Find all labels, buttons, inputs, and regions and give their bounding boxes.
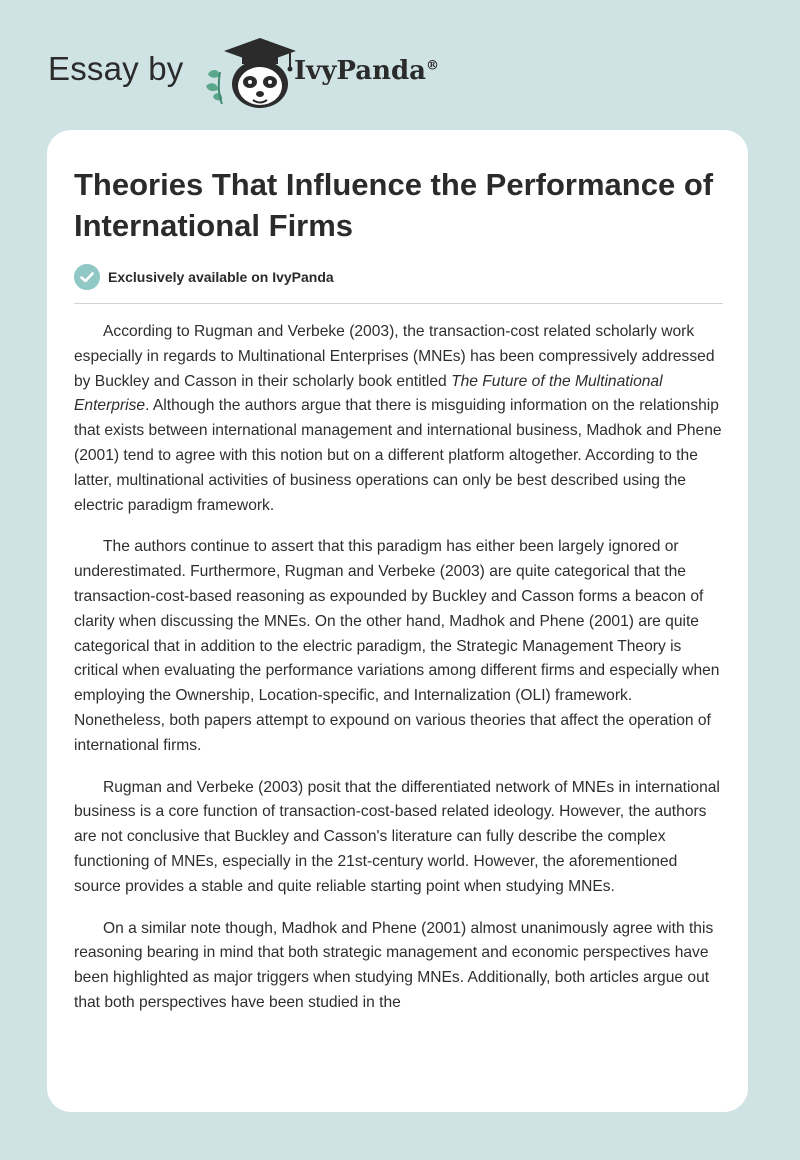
brand-name: IvyPanda®: [294, 56, 440, 86]
book-title: The Future of the Multinational Enterprise: [74, 372, 663, 415]
paragraph-3: Rugman and Verbeke (2003) posit that the differentiated network of MNEs in international business is a core function of transaction-cost-based related ideology. However, the authors are not conclusive that Buckley and Casson's literature can fully describe the complex functioning of MNEs, especially in the 21st-century world. However, the aforementioned source provides a stable and quite reliable starting point when studying MNEs.: [74, 778, 720, 895]
paragraph-4: On a similar note though, Madhok and Phene (2001) almost unanimously agree with this reasoning bearing in mind that both strategic management and economic perspectives have been highlighted as major triggers when studying MNEs. Additionally, both articles argue out that both perspectives have been studied in the: [74, 919, 714, 1011]
check-circle-icon: [74, 264, 100, 290]
essay-card: [47, 130, 748, 1112]
essay-body: [74, 320, 726, 1033]
page-title: Theories That Influence the Performance of International Firms: [74, 167, 714, 243]
paragraph-1: [74, 320, 726, 518]
panda-graduation-cap-icon: [202, 34, 298, 110]
divider: [74, 303, 723, 304]
paragraph-1-text-b: . Although the authors argue that there is misguiding information on the relationship that exists between international management and international business, Madhok and Phene (2001) tend to agree with this notion but on a different platform altogether. According to the latter, multinational activities of business operations can only be best described using the electric paradigm framework.: [74, 397, 722, 514]
exclusive-badge: [74, 264, 474, 290]
exclusive-label: Exclusively available on IvyPanda: [108, 269, 334, 285]
site-header: [48, 34, 508, 114]
registered-mark: ®: [426, 58, 440, 74]
essay-by-label: Essay by: [48, 50, 184, 87]
ivy-leaf-icon: [206, 70, 222, 104]
paragraph-2: The authors continue to assert that this paradigm has either been largely ignored or underestimated. Furthermore, Rugman and Verbeke (2003) are quite categorical that the transaction-cost-based reasoning as expounded by Buckley and Casson forms a beacon of clarity when discussing the MNEs. On the other hand, Madhok and Phene (2001) are quite categorical that in addition to the electric paradigm, the Strategic Management Theory is critical when evaluating the performance variations among different firms and especially when employing the Ownership, Location-specific, and Internalization (OLI) framework. Nonetheless, both papers attempt to expound on various theories that affect the operation of international firms.: [74, 538, 720, 754]
paragraph-1-text-a: According to Rugman and Verbeke (2003), the transaction-cost related scholarly work especially in regards to Multinational Enterprises (MNEs) has been compressively addressed by Buckley and Casson in their scholarly book entitled: [74, 323, 715, 390]
